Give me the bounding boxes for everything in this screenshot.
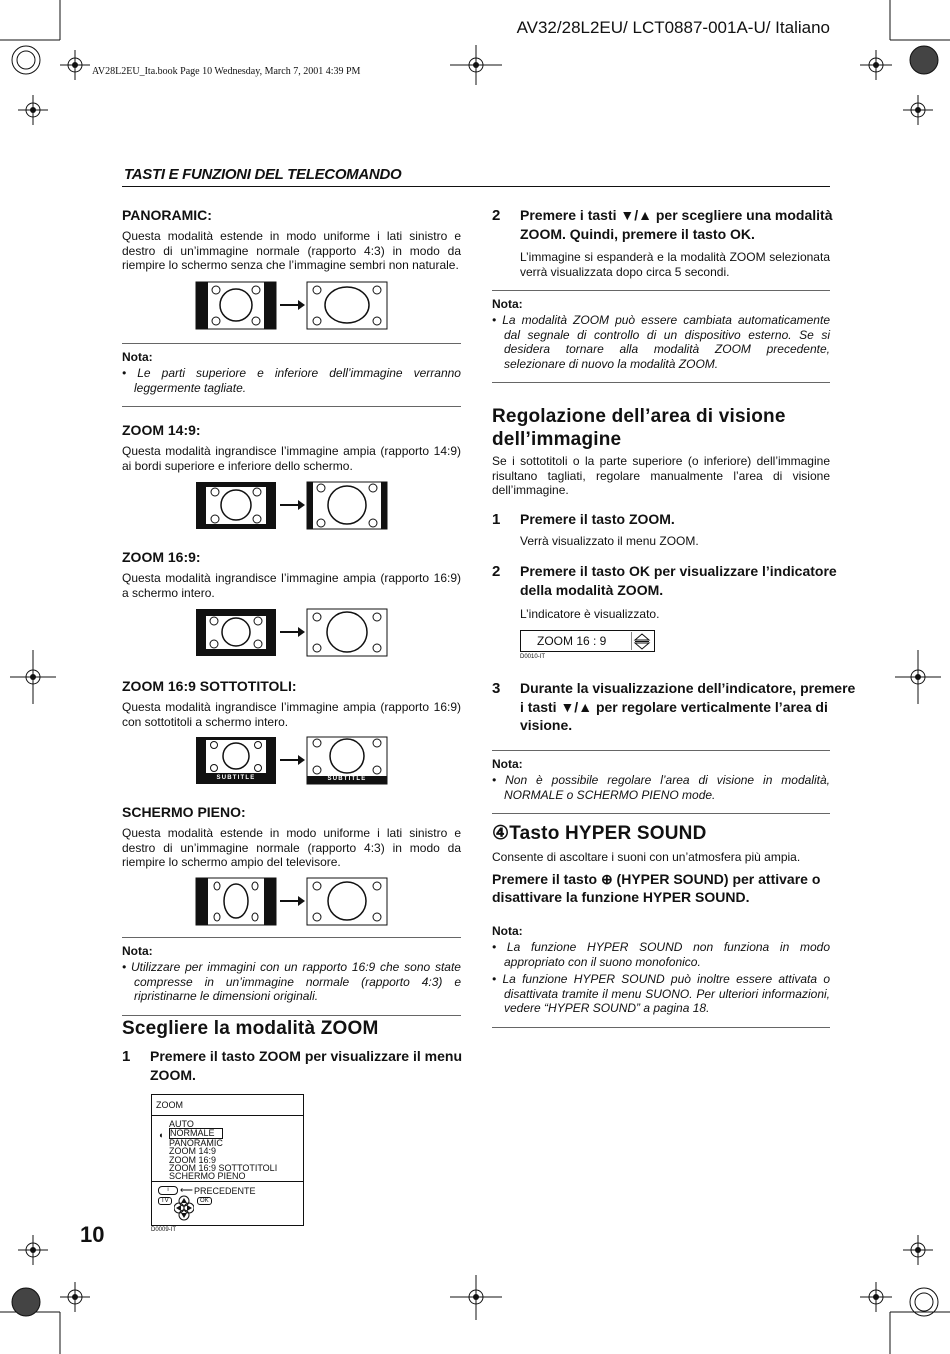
r-step-2-sub: L’indicatore è visualizzato. xyxy=(520,607,660,621)
fullscreen-diagram xyxy=(195,877,388,927)
ok-button: OK xyxy=(197,1197,212,1205)
zoom149-title: ZOOM 14:9: xyxy=(122,422,201,438)
book-line: AV28L2EU_Ita.book Page 10 Wednesday, March 7, 2001 4:39 PM xyxy=(92,66,361,77)
page-number: 10 xyxy=(80,1222,105,1247)
menu-item[interactable]: AUTO xyxy=(169,1119,194,1129)
note-title: Nota: xyxy=(492,924,523,938)
panoramic-text: Questa modalità estende in modo uniforme i lati sinistro e destro di un’immagine normale (rapporto 4:3) in modo da riempire lo schermo senza che l’immagine sembri non naturale. xyxy=(122,229,461,272)
note-text: Non è possibile regolare l’area di visione in modalità, NORMALE o SCHERMO PIENO mode. xyxy=(504,773,830,802)
doc-id: AV32/28L2EU/ LCT0887-001A-U/ Italiano xyxy=(516,18,830,37)
fullscreen-note xyxy=(122,937,461,1016)
choose-zoom-heading: Scegliere la modalità ZOOM xyxy=(122,1018,379,1039)
zoom149-diagram xyxy=(195,481,388,531)
zoom169-diagram xyxy=(195,608,388,658)
up-down-arrows-icon xyxy=(631,632,653,650)
note-item: • La funzione HYPER SOUND non funziona in modo appropriato con il suono monofonico. xyxy=(492,940,830,969)
step-text: Premere i tasti ▼/▲ per scegliere una modalità ZOOM. Quindi, premere il tasto OK. xyxy=(520,207,833,242)
note-text: La modalità ZOOM può essere cambiata automaticamente dal segnale di controllo di un dispositivo esterno. Se si desidera tornare alla modalità ZOOM precedente, selezionare di nuovo la modalità ZOOM. xyxy=(502,313,830,371)
menu-item[interactable]: ZOOM 16:9 SOTTOTITOLI xyxy=(169,1163,278,1174)
panoramic-title: PANORAMIC: xyxy=(122,207,212,223)
step-text: Premere il tasto ZOOM. xyxy=(520,511,675,527)
note-item: • La funzione HYPER SOUND può inoltre essere attivata o disattivata tramite il menu SUONO. Per ulteriori informazioni, vedere “HYPER SOUND” a pagina 18. xyxy=(492,972,830,1015)
top-rule xyxy=(122,186,830,187)
note-title: Nota: xyxy=(492,297,523,311)
zoom169sub-text: Questa modalità ingrandisce l’immagine ampia (rapporto 16:9) con sottotitoli a schermo intero. xyxy=(122,700,461,729)
back-label: PRECEDENTE xyxy=(194,1186,256,1196)
step-text: Premere il tasto OK per visualizzare l’indicatore della modalità ZOOM. xyxy=(520,563,837,598)
step-number: 1 xyxy=(492,511,501,528)
note-item: • Utilizzare per immagini con un rapporto 16:9 che sono state compresse in un’immagine normale (rapporto 4:3) e ripristinarne le dimensioni originali. xyxy=(122,960,461,1003)
menu-title: ZOOM xyxy=(156,1100,183,1110)
zoom169-title: ZOOM 16:9: xyxy=(122,549,201,565)
note-text: Le parti superiore e inferiore dell’immagine verranno leggermente tagliate. xyxy=(134,366,461,395)
note-item: • Le parti superiore e inferiore dell’immagine verranno leggermente tagliate. xyxy=(122,366,461,395)
step-2-sub: L’immagine si espanderà e la modalità ZOOM selezionata verrà visualizzata dopo circa 5 secondi. xyxy=(520,250,830,279)
menu-code: D0009-IT xyxy=(151,1227,177,1233)
zoom-menu xyxy=(151,1094,304,1226)
step-2 xyxy=(492,206,858,243)
fullscreen-text: Questa modalità estende in modo uniforme i lati sinistro e destro di un’immagine normale (rapporto 4:3) in modo da riempire lo schermo ampio del televisore. xyxy=(122,826,461,869)
note-text: Utilizzare per immagini con un rapporto 16:9 che sono state compresse in un’immagine normale (rapporto 4:3) e ripristinarne le dimensioni originali. xyxy=(131,960,461,1003)
info-button-icon: i xyxy=(158,1186,178,1195)
menu-item[interactable]: PANORAMIC xyxy=(169,1137,223,1148)
zoom-note xyxy=(492,290,830,383)
menu-item[interactable]: ZOOM 16:9 xyxy=(169,1154,217,1165)
menu-item[interactable]: SCHERMO PIENO xyxy=(169,1171,246,1182)
zoom169-text: Questa modalità ingrandisce l’immagine ampia (rapporto 16:9) a schermo intero. xyxy=(122,571,461,600)
choose-step-1 xyxy=(122,1047,489,1084)
note-text: La funzione HYPER SOUND non funziona in modo appropriato con il suono monofonico. xyxy=(504,940,830,969)
area-note xyxy=(492,750,830,814)
fullscreen-title: SCHERMO PIENO: xyxy=(122,804,246,820)
r-step-1-sub: Verrà visualizzato il menu ZOOM. xyxy=(520,534,699,548)
menu-list xyxy=(169,1120,277,1181)
panoramic-note xyxy=(122,343,461,407)
hyper-sound-step: Premere il tasto ⊕ (HYPER SOUND) per attivare o disattivare la funzione HYPER SOUND. xyxy=(492,871,821,905)
step-number: 2 xyxy=(492,563,501,580)
indicator-text: ZOOM 16 : 9 xyxy=(537,634,607,648)
note-title: Nota: xyxy=(122,944,153,958)
note-title: Nota: xyxy=(122,350,153,364)
r-step-2 xyxy=(492,562,858,599)
panoramic-diagram xyxy=(195,281,388,331)
section-title: TASTI E FUNZIONI DEL TELECOMANDO xyxy=(124,166,402,183)
note-text: La funzione HYPER SOUND può inoltre essere attivata o disattivata tramite il menu SUONO. Per ulteriori informazioni, vedere “HYPER SOUND” a pagina 18. xyxy=(502,972,830,1015)
hyper-sound-heading: ④Tasto HYPER SOUND xyxy=(492,823,707,844)
r-step-1 xyxy=(492,510,858,529)
regolazione-text: Se i sottotitoli o la parte superiore (o inferiore) dell’immagine risultano tagliati, regolare manualmente l’area di visione dell’immagine. xyxy=(492,454,830,497)
zoom149-text: Questa modalità ingrandisce l’immagine ampia (rapporto 14:9) ai bordi superiore e inferiore dello schermo. xyxy=(122,444,461,473)
step-text: Premere il tasto ZOOM per visualizzare il menu ZOOM. xyxy=(150,1048,462,1083)
step-number: 2 xyxy=(492,207,501,224)
subtitle-label: SUBTITLE xyxy=(327,776,367,782)
arrow-pad-icon xyxy=(174,1195,194,1221)
subtitle-label: SUBTITLE xyxy=(216,775,256,781)
step-number: 1 xyxy=(122,1048,131,1065)
zoom169sub-title: ZOOM 16:9 SOTTOTITOLI: xyxy=(122,678,297,694)
zoom169sub-diagram xyxy=(195,736,388,786)
indicator-code: D0010-IT xyxy=(520,654,546,660)
r-step-3 xyxy=(492,679,858,734)
note-item: • Non è possibile regolare l’area di visione in modalità, NORMALE o SCHERMO PIENO mode. xyxy=(492,773,830,802)
note-item: • La modalità ZOOM può essere cambiata automaticamente dal segnale di controllo di un dispositivo esterno. Se si desidera tornare alla modalità ZOOM precedente, selezionare di nuovo la modalità ZOOM. xyxy=(492,313,830,371)
step-text: Durante la visualizzazione dell’indicatore, premere i tasti ▼/▲ per regolare verticalmente l’area di visione. xyxy=(520,680,856,733)
menu-item-selected[interactable]: NORMALE xyxy=(169,1128,223,1138)
selector-icon: ◖ xyxy=(158,1130,164,1140)
hyper-sound-text: Consente di ascoltare i suoni con un’atmosfera più ampia. xyxy=(492,850,801,864)
tv-button: TV xyxy=(158,1197,172,1205)
back-arrow-icon: ⟵ xyxy=(180,1185,193,1195)
step-number: 3 xyxy=(492,680,501,697)
menu-item[interactable]: ZOOM 14:9 xyxy=(169,1146,217,1157)
note-title: Nota: xyxy=(492,757,523,771)
regolazione-heading: Regolazione dell’area di visione dell’immagine xyxy=(492,406,786,450)
zoom-indicator xyxy=(520,630,655,652)
hyper-sound-note xyxy=(492,918,830,1028)
